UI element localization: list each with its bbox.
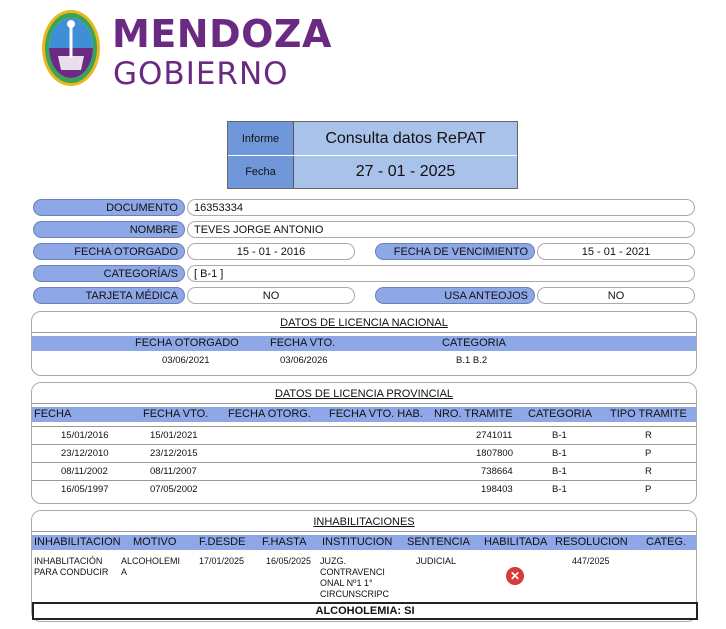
- nacional-cell: 03/06/2021: [162, 355, 210, 366]
- informe-value: Consulta datos RePAT: [294, 122, 517, 155]
- nacional-header-categoria: CATEGORIA: [442, 337, 506, 349]
- provincial-cell: B-1: [552, 484, 567, 495]
- informe-label: Informe: [228, 122, 294, 155]
- provincial-cell: B-1: [552, 430, 567, 441]
- provincial-cell: 23/12/2015: [150, 448, 198, 459]
- inhab-header-cell: F.DESDE: [199, 536, 246, 548]
- provincial-header-cell: FECHA VTO.: [143, 408, 209, 420]
- inhab-tipo: INHABLITACIÓN PARA CONDUCIR: [34, 556, 109, 577]
- brand-title: MENDOZA: [112, 12, 332, 56]
- provincial-header-cell: NRO. TRAMITE: [434, 408, 513, 420]
- inhab-header-cell: INHABILITACION: [34, 536, 121, 548]
- provincial-cell: 08/11/2002: [61, 466, 108, 477]
- table-row: [32, 352, 696, 369]
- nacional-cell: B.1 B.2: [456, 355, 488, 366]
- provincial-header-cell: TIPO TRAMITE: [610, 408, 687, 420]
- nacional-title: DATOS DE LICENCIA NACIONAL: [280, 317, 448, 329]
- inhabilitaciones-header: [32, 535, 696, 550]
- provincial-cell: 23/12/2010: [61, 448, 109, 459]
- inhab-desde: 17/01/2025: [199, 556, 245, 566]
- inhab-hasta: 16/05/2025: [266, 556, 312, 566]
- fecha-otorgado-value: 15 - 01 - 2016: [187, 243, 355, 260]
- provincial-cell: 16/05/1997: [61, 484, 109, 495]
- usa-anteojos-value: NO: [537, 287, 695, 304]
- licencia-nacional-section: [31, 311, 697, 376]
- provincial-cell: B-1: [552, 466, 567, 477]
- provincial-cell: 1807800: [476, 448, 513, 459]
- inhab-header-cell: SENTENCIA: [407, 536, 470, 548]
- fecha-vencimiento-value: 15 - 01 - 2021: [537, 243, 695, 260]
- fecha-vencimiento-label: FECHA DE VENCIMIENTO: [375, 243, 535, 260]
- provincial-cell: B-1: [552, 448, 567, 459]
- inhab-header-cell: MOTIVO: [133, 536, 177, 548]
- provincial-cell: R: [645, 466, 652, 477]
- table-row: [32, 426, 696, 443]
- provincial-header-cell: FECHA OTORG.: [228, 408, 311, 420]
- provincial-cell: 07/05/2002: [150, 484, 198, 495]
- fecha-value: 27 - 01 - 2025: [294, 156, 517, 188]
- provincial-cell: 08/11/2007: [150, 466, 197, 477]
- nacional-header: [32, 336, 696, 351]
- inhab-header-cell: HABILITADA: [484, 536, 548, 548]
- documento-label: DOCUMENTO: [33, 199, 185, 216]
- provincial-cell: 738664: [481, 466, 513, 477]
- tarjeta-medica-label: TARJETA MÉDICA: [33, 287, 185, 304]
- provincial-header-cell: CATEGORIA: [528, 408, 592, 420]
- inhab-institucion: JUZG. CONTRAVENCI ONAL Nº1 1° CIRCUNSCRIPC: [320, 556, 390, 599]
- provincial-cell: P: [645, 448, 652, 459]
- table-row: [32, 480, 696, 497]
- informe-box: [227, 121, 518, 189]
- provincial-cell: 198403: [481, 484, 513, 495]
- inhab-header-cell: CATEG.: [646, 536, 687, 548]
- licencia-provincial-section: [31, 382, 697, 504]
- nacional-cell: 03/06/2026: [280, 355, 328, 366]
- provincial-cell: P: [645, 484, 652, 495]
- provincial-header-cell: FECHA VTO. HAB.: [329, 408, 423, 420]
- usa-anteojos-label: USA ANTEOJOS: [375, 287, 535, 304]
- table-row: [32, 444, 696, 461]
- provincial-cell: 15/01/2016: [61, 430, 109, 441]
- nacional-header-fecha-otorgado: FECHA OTORGADO: [135, 337, 239, 349]
- inhab-header-cell: RESOLUCION: [555, 536, 628, 548]
- inhab-resolucion: 447/2025: [572, 556, 610, 566]
- tarjeta-medica-value: NO: [187, 287, 355, 304]
- inhab-header-cell: INSTITUCION: [322, 536, 393, 548]
- fecha-label: Fecha: [228, 156, 294, 188]
- provincial-cell: 2741011: [476, 430, 513, 441]
- provincial-cell: 15/01/2021: [150, 430, 198, 441]
- alcoholemia-banner: ALCOHOLEMIA: SI: [32, 602, 698, 620]
- nacional-header-fecha-vto: FECHA VTO.: [270, 337, 336, 349]
- inhab-sentencia: JUDICIAL: [416, 556, 457, 566]
- table-row: [32, 462, 696, 479]
- cancel-icon: ✕: [506, 567, 524, 585]
- categoria-value: [ B-1 ]: [187, 265, 695, 282]
- inhab-header-cell: F.HASTA: [262, 536, 307, 548]
- brand-subtitle: GOBIERNO: [113, 56, 289, 92]
- inhab-motivo: ALCOHOLEMI A: [121, 556, 181, 577]
- provincial-header-cell: FECHA: [34, 408, 72, 420]
- nombre-value: TEVES JORGE ANTONIO: [187, 221, 695, 238]
- nombre-label: NOMBRE: [33, 221, 185, 238]
- provincial-title: DATOS DE LICENCIA PROVINCIAL: [274, 388, 454, 400]
- inhabilitaciones-title: INHABILITACIONES: [313, 516, 415, 528]
- mendoza-coat-of-arms-logo: [40, 8, 102, 88]
- provincial-header: [32, 407, 696, 422]
- categoria-label: CATEGORÍA/S: [33, 265, 185, 282]
- provincial-cell: R: [645, 430, 652, 441]
- documento-value: 16353334: [187, 199, 695, 216]
- fecha-otorgado-label: FECHA OTORGADO: [33, 243, 185, 260]
